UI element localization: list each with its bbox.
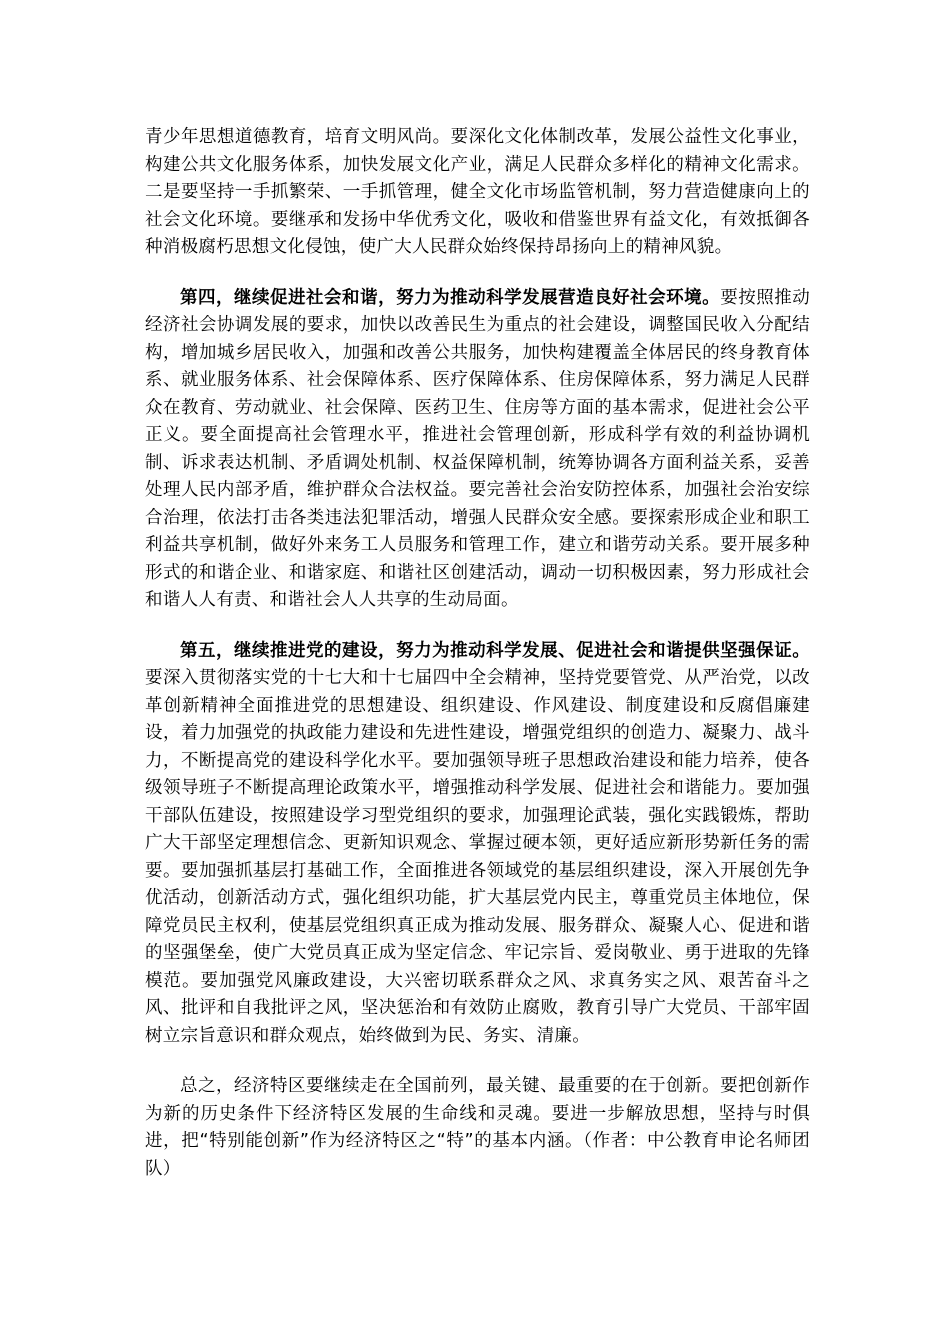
document-body [145, 124, 810, 1183]
paragraph-text: 要深入贯彻落实党的十七大和十七届四中全会精神，坚持党要管党、从严治党，以改革创新精神全面推进党的思想建设、组织建设、作风建设、制度建设和反腐倡廉建设，着力加强党的执政能力建设和先进性建设，增强党组织的创造力、凝聚力、战斗力，不断提高党的建设科学化水平。要加强领导班子思想政治建设和能力培养，使各级领导班子不断提高理论政策水平，增强推动科学发展、促进社会和谐能力。要加强干部队伍建设，按照建设学习型党组织的要求，加强理论武装，强化实践锻炼，帮助广大干部坚定理想信念、更新知识观念、掌握过硬本领，更好适应新形势新任务的需要。要加强抓基层打基础工作，全面推进各领域党的基层组织建设，深入开展创先争优活动，创新活动方式，强化组织功能，扩大基层党内民主，尊重党员主体地位，保障党员民主权利，使基层党组织真正成为推动发展、服务群众、凝聚人心、促进和谐的坚强堡垒，使广大党员真正成为坚定信念、牢记宗旨、爱岗敬业、勇于进取的先锋模范。要加强党风廉政建设，大兴密切联系群众之风、求真务实之风、艰苦奋斗之风、批评和自我批评之风，坚决惩治和有效防止腐败，教育引导广大党员、干部牢固树立宗旨意识和群众观点，始终做到为民、务实、清廉。 [145, 668, 810, 1046]
paragraph-conclusion [145, 1073, 810, 1183]
paragraph-text: 要按照推动经济社会协调发展的要求，加快以改善民生为重点的社会建设，调整国民收入分配结构，增加城乡居民收入，加强和改善公共服务，加快构建覆盖全体居民的终身教育体系、就业服务体系、社会保障体系、医疗保障体系、住房保障体系，努力满足人民群众在教育、劳动就业、社会保障、医药卫生、住房等方面的基本需求，促进社会公平正义。要全面提高社会管理水平，推进社会管理创新，形成科学有效的利益协调机制、诉求表达机制、矛盾调处机制、权益保障机制，统筹协调各方面利益关系，妥善处理人民内部矛盾，维护群众合法权益。要完善社会治安防控体系，加强社会治安综合治理，依法打击各类违法犯罪活动，增强人民群众安全感。要探索形成企业和职工利益共享机制，做好外来务工人员服务和管理工作，建立和谐劳动关系。要开展多种形式的和谐企业、和谐家庭、和谐社区创建活动，调动一切积极因素，努力形成社会和谐人人有责、和谐社会人人共享的生动局面。 [145, 287, 811, 610]
paragraph-party-building [145, 638, 810, 1051]
paragraph-culture-continued [145, 124, 810, 262]
paragraph-text: 青少年思想道德教育，培育文明风尚。要深化文化体制改革，发展公益性文化事业，构建公共文化服务体系，加快发展文化产业，满足人民群众多样化的精神文化需求。二是要坚持一手抓繁荣、一手抓管理，健全文化市场监管机制，努力营造健康向上的社会文化环境。要继承和发扬中华优秀文化，吸收和借鉴世界有益文化，有效抵御各种消极腐朽思想文化侵蚀，使广大人民群众始终保持昂扬向上的精神风貌。 [145, 127, 810, 257]
section-heading-fifth: 第五，继续推进党的建设，努力为推动科学发展、促进社会和谐提供坚强保证。 [180, 640, 810, 661]
paragraph-social-harmony [145, 285, 810, 615]
section-heading-fourth: 第四，继续促进社会和谐，努力为推动科学发展营造良好社会环境。 [180, 287, 721, 308]
paragraph-text: 总之，经济特区要继续走在全国前列，最关键、最重要的在于创新。要把创新作为新的历史条件下经济特区发展的生命线和灵魂。要进一步解放思想，坚持与时俱进，把“特别能创新”作为经济特区之“特”的基本内涵。（作者：中公教育申论名师团队） [145, 1076, 810, 1179]
